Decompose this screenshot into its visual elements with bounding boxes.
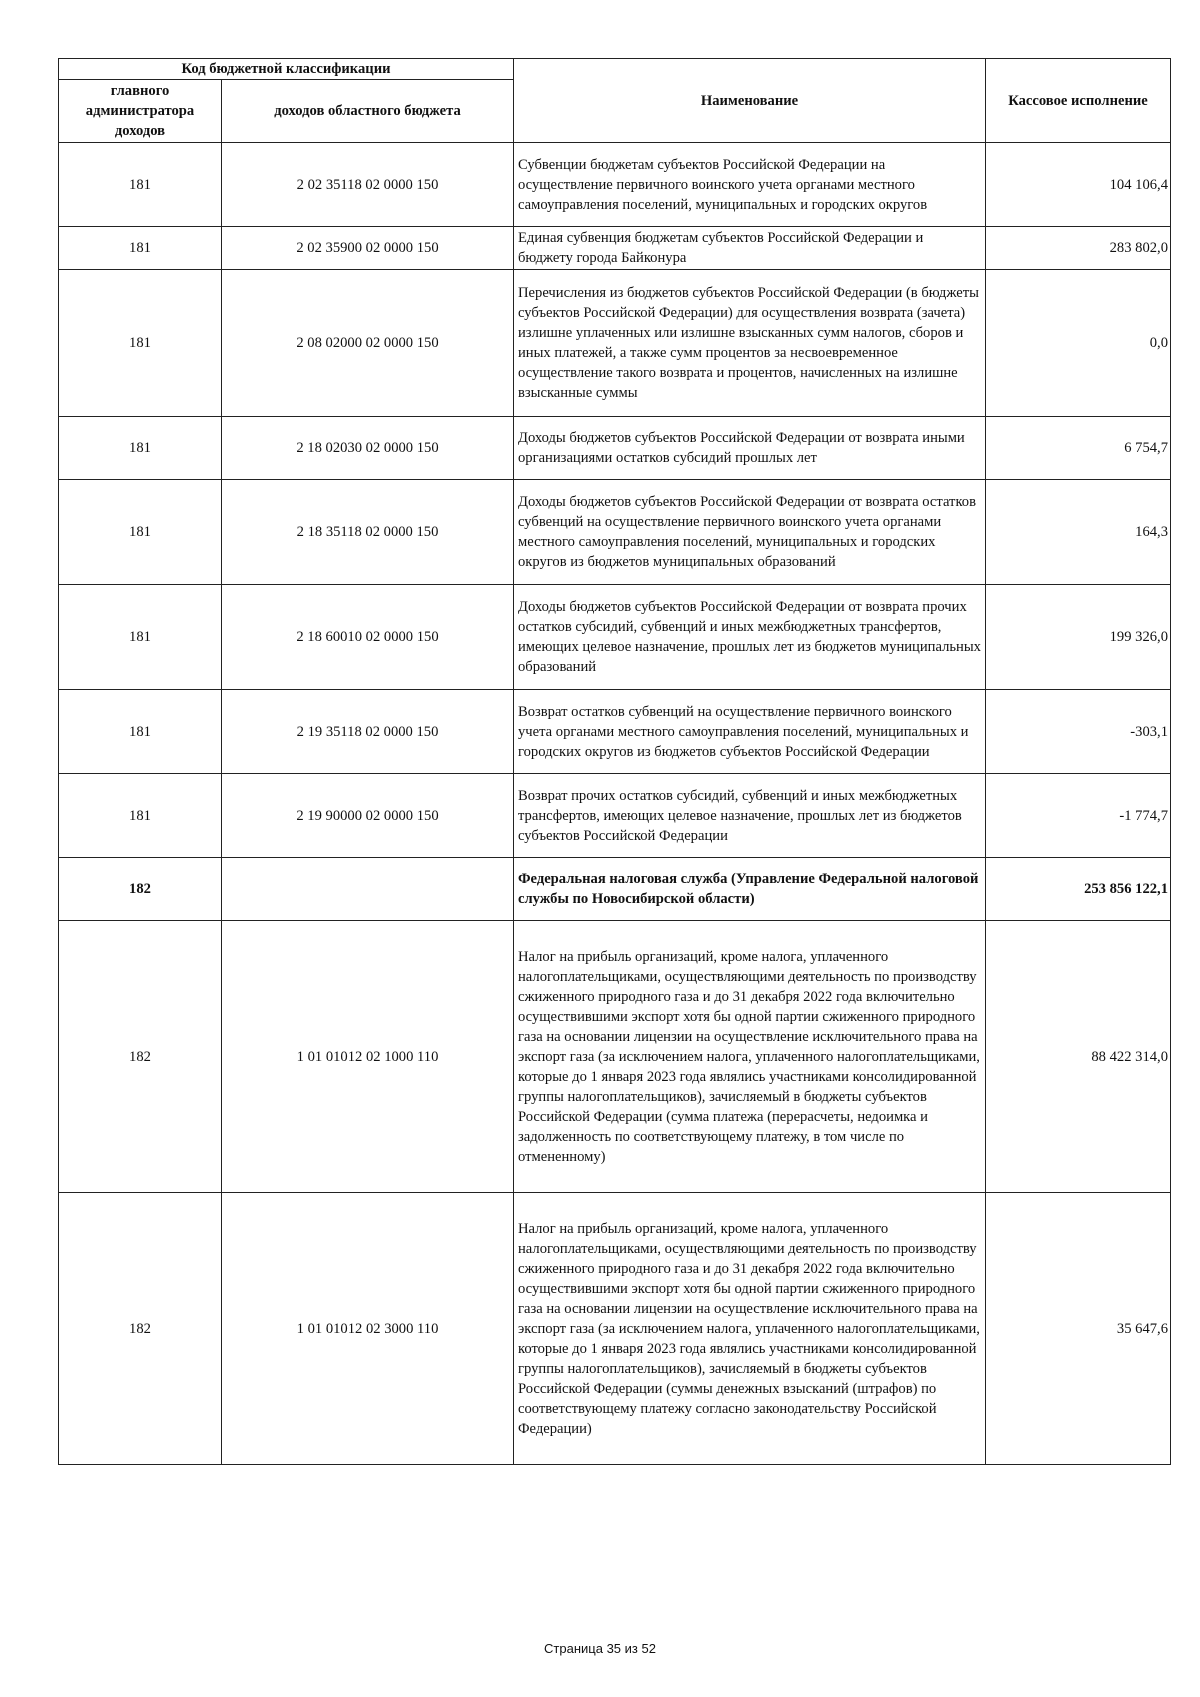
table-row	[59, 774, 1171, 858]
cell-code: 2 18 35118 02 0000 150	[222, 480, 514, 585]
cell-admin: 181	[59, 417, 222, 480]
cell-code: 1 01 01012 02 1000 110	[222, 921, 514, 1193]
cell-name: Налог на прибыль организаций, кроме налога, уплаченного налогоплательщиками, осуществляющими деятельность по производству сжиженного природного газа и до 31 декабря 2022 года включительно осуществившими экспорт хотя бы одной партии сжиженного природного газа на основании лицензии на осуществление исключительного права на экспорт газа (за исключением налога, уплаченного налогоплательщиками, которые до 1 января 2023 года являлись участниками консолидированной группы налогоплательщиков), зачисляемый в бюджеты субъектов Российской Федерации (сумма платежа (перерасчеты, недоимка и задолженность по соответствующему платежу, в том числе по отмененному)	[514, 921, 986, 1193]
cell-sum: 104 106,4	[986, 143, 1171, 227]
table-row	[59, 480, 1171, 585]
cell-code: 2 18 02030 02 0000 150	[222, 417, 514, 480]
cell-name: Перечисления из бюджетов субъектов Российской Федерации (в бюджеты субъектов Российской Федерации) для осуществления возврата (зачета) излишне уплаченных или излишне взысканных сумм налогов, сборов и иных платежей, а также сумм процентов за несвоевременное осуществление такого возврата и процентов, начисленных на излишне взысканные суммы	[514, 270, 986, 417]
header-budget-classification: Код бюджетной классификации	[59, 59, 514, 80]
page-number: Страница 35 из 52	[544, 1641, 656, 1656]
header-name: Наименование	[514, 59, 986, 143]
cell-admin: 181	[59, 585, 222, 690]
cell-code: 2 19 35118 02 0000 150	[222, 690, 514, 774]
cell-name: Доходы бюджетов субъектов Российской Федерации от возврата иными организациями остатков субсидий прошлых лет	[514, 417, 986, 480]
cell-sum: 199 326,0	[986, 585, 1171, 690]
cell-admin: 181	[59, 774, 222, 858]
cell-name: Доходы бюджетов субъектов Российской Федерации от возврата остатков субвенций на осуществление первичного воинского учета органами местного самоуправления поселений, муниципальных и городских округов из бюджетов муниципальных образований	[514, 480, 986, 585]
budget-table	[58, 58, 1171, 1465]
cell-admin: 181	[59, 270, 222, 417]
table-row	[59, 227, 1171, 270]
cell-admin: 181	[59, 143, 222, 227]
cell-name: Возврат прочих остатков субсидий, субвенций и иных межбюджетных трансфертов, имеющих целевое назначение, прошлых лет из бюджетов субъектов Российской Федерации	[514, 774, 986, 858]
cell-code: 2 02 35900 02 0000 150	[222, 227, 514, 270]
cell-sum: 0,0	[986, 270, 1171, 417]
table-row	[59, 417, 1171, 480]
table-row	[59, 1193, 1171, 1465]
cell-name: Субвенции бюджетам субъектов Российской Федерации на осуществление первичного воинского учета органами местного самоуправления поселений, муниципальных и городских округов	[514, 143, 986, 227]
cell-sum: 88 422 314,0	[986, 921, 1171, 1193]
cell-admin: 182	[59, 1193, 222, 1465]
cell-code: 2 08 02000 02 0000 150	[222, 270, 514, 417]
table-row	[59, 143, 1171, 227]
cell-sum: -1 774,7	[986, 774, 1171, 858]
cell-name: Федеральная налоговая служба (Управление Федеральной налоговой службы по Новосибирской области)	[514, 858, 986, 921]
table-header	[59, 59, 1171, 143]
cell-code	[222, 858, 514, 921]
cell-admin: 181	[59, 480, 222, 585]
table-row	[59, 270, 1171, 417]
header-regional-budget-income: доходов областного бюджета	[222, 80, 514, 143]
cell-name: Возврат остатков субвенций на осуществление первичного воинского учета органами местного самоуправления поселений, муниципальных и городских округов из бюджетов субъектов Российской Федерации	[514, 690, 986, 774]
cell-name: Доходы бюджетов субъектов Российской Федерации от возврата прочих остатков субсидий, субвенций и иных межбюджетных трансфертов, имеющих целевое назначение, прошлых лет из бюджетов муниципальных образований	[514, 585, 986, 690]
header-cash-execution: Кассовое исполнение	[986, 59, 1171, 143]
cell-admin: 181	[59, 690, 222, 774]
cell-code: 2 02 35118 02 0000 150	[222, 143, 514, 227]
table-row-section-header	[59, 858, 1171, 921]
table-row	[59, 690, 1171, 774]
cell-sum: -303,1	[986, 690, 1171, 774]
cell-name: Единая субвенция бюджетам субъектов Российской Федерации и бюджету города Байконура	[514, 227, 986, 270]
cell-code: 2 18 60010 02 0000 150	[222, 585, 514, 690]
cell-admin: 182	[59, 858, 222, 921]
table-row	[59, 921, 1171, 1193]
cell-admin: 182	[59, 921, 222, 1193]
cell-name: Налог на прибыль организаций, кроме налога, уплаченного налогоплательщиками, осуществляющими деятельность по производству сжиженного природного газа и до 31 декабря 2022 года включительно осуществившими экспорт хотя бы одной партии сжиженного природного газа на основании лицензии на осуществление исключительного права на экспорт газа (за исключением налога, уплаченного налогоплательщиками, которые до 1 января 2023 года являлись участниками консолидированной группы налогоплательщиков), зачисляемый в бюджеты субъектов Российской Федерации (суммы денежных взысканий (штрафов) по соответствующему платежу согласно законодательству Российской Федерации)	[514, 1193, 986, 1465]
cell-admin: 181	[59, 227, 222, 270]
cell-sum: 6 754,7	[986, 417, 1171, 480]
cell-sum: 283 802,0	[986, 227, 1171, 270]
cell-code: 2 19 90000 02 0000 150	[222, 774, 514, 858]
cell-sum: 253 856 122,1	[986, 858, 1171, 921]
table-row	[59, 585, 1171, 690]
header-main-administrator: главного администратора доходов	[59, 80, 222, 143]
cell-code: 1 01 01012 02 3000 110	[222, 1193, 514, 1465]
cell-sum: 164,3	[986, 480, 1171, 585]
cell-sum: 35 647,6	[986, 1193, 1171, 1465]
